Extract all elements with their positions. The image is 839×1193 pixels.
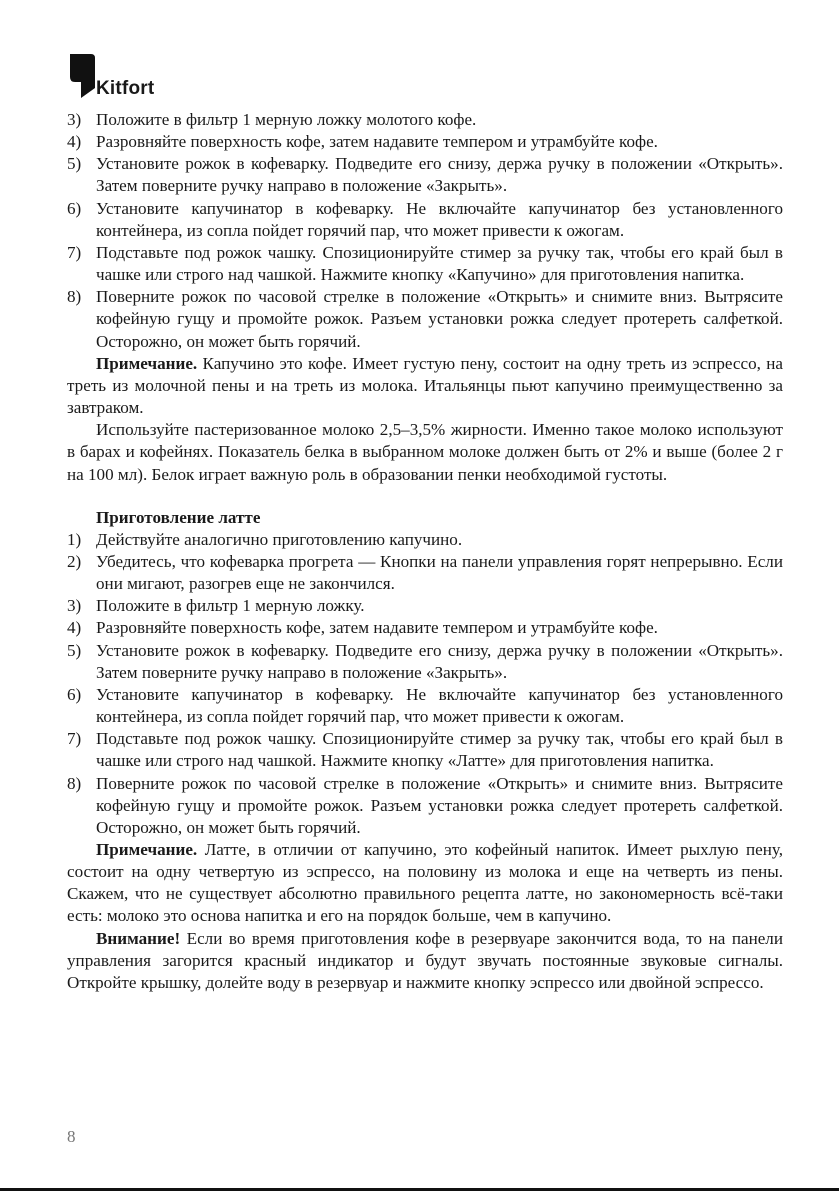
step-text: Установите капучинатор в кофеварку. Не включайте капучинатор без установленного контейнера, из сопла пойдет горячий пар, что может привести к ожогам. xyxy=(96,198,783,240)
step-text: Действуйте аналогично приготовлению капучино. xyxy=(96,529,463,549)
list-item xyxy=(67,242,783,286)
step-number: 7) xyxy=(67,729,82,749)
step-number: 8) xyxy=(67,773,82,793)
step-text: Разровняйте поверхность кофе, затем надавите темпером и утрамбуйте кофе. xyxy=(96,618,658,638)
step-number: 4) xyxy=(67,618,82,638)
step-text: Установите рожок в кофеварку. Подведите его снизу, держа ручку в положении «Открыть». Затем поверните ручку направо в положение «Закрыть». xyxy=(96,640,783,682)
warning-label: Внимание! xyxy=(96,928,181,948)
latte-note xyxy=(67,839,783,928)
note-text: Капучино это кофе. Имеет густую пену, состоит на одну треть из эспрессо, на треть из молочной пены и на треть из молока. Итальянцы пьют капучино преимущественно за завтраком. xyxy=(67,353,783,418)
note-label: Примечание. xyxy=(96,840,198,859)
list-item xyxy=(67,595,783,617)
step-number: 3) xyxy=(67,110,82,129)
list-item xyxy=(67,773,783,839)
step-number: 2) xyxy=(67,551,82,571)
list-item xyxy=(67,529,783,551)
list-item xyxy=(67,551,783,595)
list-item xyxy=(67,198,783,242)
step-text: Разровняйте поверхность кофе, затем надавите темпером и утрамбуйте кофе. xyxy=(96,132,658,152)
list-item xyxy=(67,684,783,728)
section-title: Приготовление латте xyxy=(96,507,261,527)
note-label: Примечание. xyxy=(96,353,198,373)
step-text: Убедитесь, что кофеварка прогрета — Кнопки на панели управления горят непрерывно. Если они мигают, разогрев еще не закончился. xyxy=(96,551,783,594)
step-number: 5) xyxy=(67,640,82,660)
note-text: Латте, в отличии от капучино, это кофейный напиток. Имеет рыхлую пену, состоит на одну четвертую из эспрессо, на половину из молока и еще на четверть из пены. Скажем, что не существует абсолютно правильного рецепта латте, но закономерность всё-таки есть: молоко это основа напитка и его на порядок больше, чем в капучино. xyxy=(67,840,783,926)
list-item xyxy=(67,728,783,772)
warning-text: Если во время приготовления кофе в резервуаре закончится вода, то на панели управления загорится красный индикатор и будут звучать постоянные звуковые сигналы. Откройте крышку, долейте воду в резервуар и нажмите кнопку эспрессо или двойной эспрессо. xyxy=(67,928,783,992)
cappuccino-note xyxy=(67,353,783,419)
list-item xyxy=(67,640,783,684)
milk-paragraph: Используйте пастеризованное молоко 2,5–3,5% жирности. Именно такое молоко используют в барах и кофейнях. Показатель белка в выбранном молоке должен быть от 2% и выше (более 2 г на 100 мл). Белок играет важную роль в образовании пенки необходимой густоты. xyxy=(67,420,783,484)
step-number: 3) xyxy=(67,596,82,616)
step-text: Подставьте под рожок чашку. Спозиционируйте стимер за ручку так, чтобы его край был в чашке или строго над чашкой. Нажмите кнопку «Капучино» для приготовления напитка. xyxy=(96,242,783,285)
step-text: Поверните рожок по часовой стрелке в положение «Открыть» и снимите вниз. Вытрясите кофейную гущу и промойте рожок. Разъем установки рожка следует протереть салфеткой. Осторожно, он может быть горячий. xyxy=(96,773,783,837)
warning-note xyxy=(67,928,783,994)
step-number: 6) xyxy=(67,198,82,218)
step-text: Поверните рожок по часовой стрелке в положение «Открыть» и снимите вниз. Вытрясите кофейную гущу и промойте рожок. Разъем установки рожка следует протереть салфеткой. Осторожно, он может быть горячий. xyxy=(96,287,783,351)
step-number: 4) xyxy=(67,132,82,152)
list-item xyxy=(67,153,783,197)
cappuccino-steps-list xyxy=(67,109,783,353)
step-number: 1) xyxy=(67,529,82,549)
page-number: 8 xyxy=(67,1127,76,1146)
step-number: 8) xyxy=(67,287,82,307)
list-item xyxy=(67,131,783,153)
step-text: Положите в фильтр 1 мерную ложку молотого кофе. xyxy=(96,110,477,129)
latte-steps-list xyxy=(67,529,783,839)
list-item xyxy=(67,617,783,639)
list-item xyxy=(67,109,783,131)
kitfort-logo-icon xyxy=(67,52,97,100)
step-text: Установите рожок в кофеварку. Подведите его снизу, держа ручку в положении «Открыть». Затем поверните ручку направо в положение «Закрыть». xyxy=(96,154,783,196)
list-item xyxy=(67,286,783,352)
step-number: 7) xyxy=(67,242,82,262)
step-text: Подставьте под рожок чашку. Спозиционируйте стимер за ручку так, чтобы его край был в чашке или строго над чашкой. Нажмите кнопку «Латте» для приготовления напитка. xyxy=(96,729,783,771)
step-number: 5) xyxy=(67,154,82,174)
step-number: 6) xyxy=(67,684,82,704)
step-text: Положите в фильтр 1 мерную ложку. xyxy=(96,596,365,616)
brand-name: Kitfort xyxy=(96,78,155,99)
step-text: Установите капучинатор в кофеварку. Не включайте капучинатор без установленного контейнера, из сопла пойдет горячий пар, что может привести к ожогам. xyxy=(96,684,783,727)
manual-content xyxy=(67,109,783,994)
bottom-divider xyxy=(0,1188,839,1191)
